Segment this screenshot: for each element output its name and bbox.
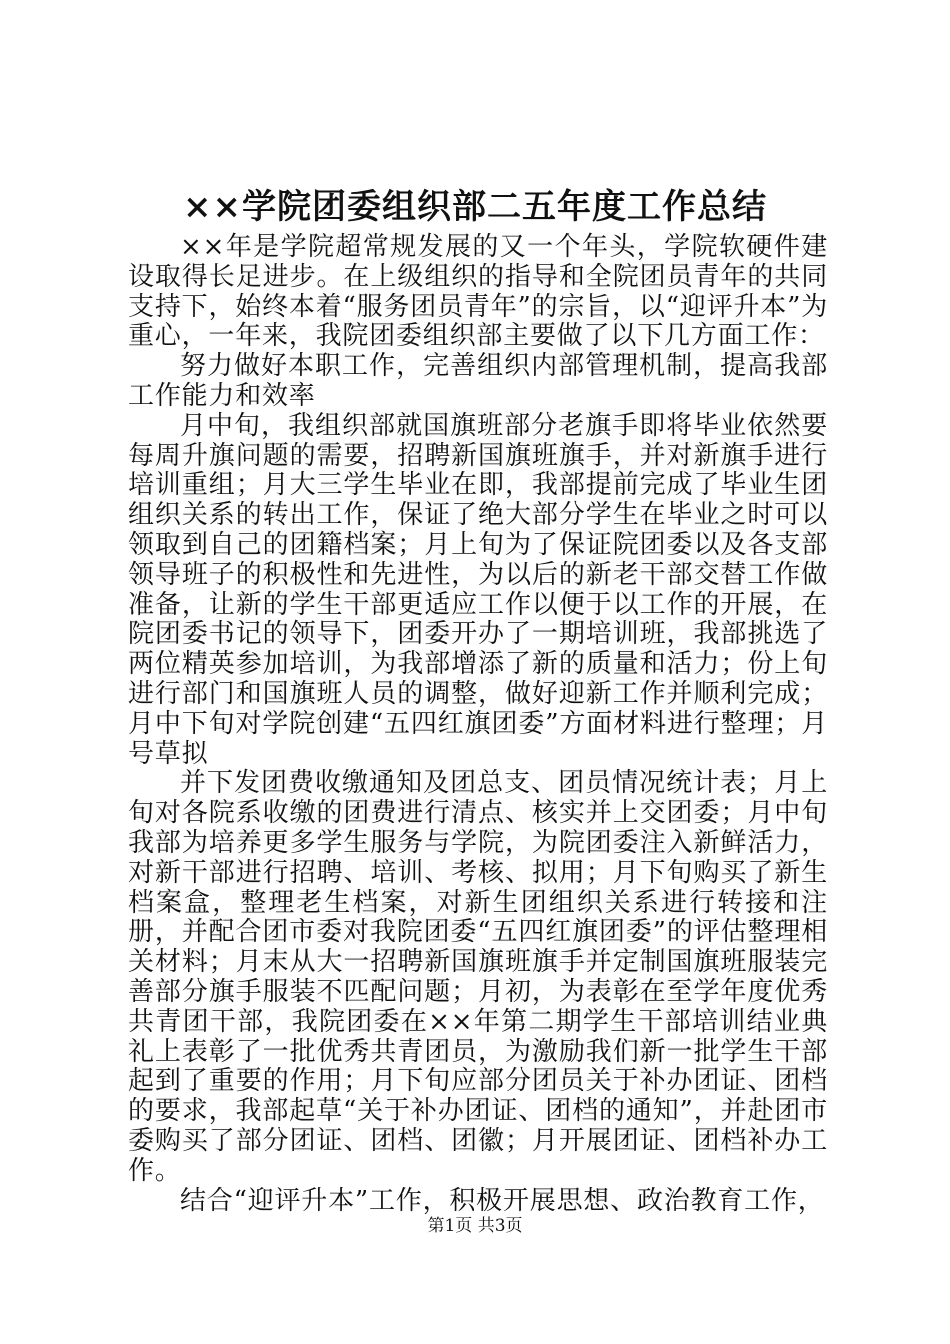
document-title: ××学院团委组织部二五年度工作总结 xyxy=(183,187,767,227)
document-body xyxy=(128,233,828,1216)
paragraph-work-2: 并下发团费收缴通知及团总支、团员情况统计表；月上旬对各院系收缴的团费进行清点、核实并上交团委；月中旬我部为培养更多学生服务与学院，为院团委注入新鲜活力，对新干部进行招聘、培训、考核、拟用；月下旬购买了新生档案盒，整理老生档案，对新生团组织关系进行转接和注册，并配合团市委对我院团委“五四红旗团委”的评估整理相关材料；月末从大一招聘新国旗班旗手并定制国旗班服装完善部分旗手服装不匹配问题；月初，为表彰在至学年度优秀共青团干部，我院团委在××年第二期学生干部培训结业典礼上表彰了一批优秀共青团员，为激励我们新一批学生干部起到了重要的作用；月下旬应部分团员关于补办团证、团档的要求，我部起草“关于补办团证、团档的通知”，并赴团市委购买了部分团证、团档、团徽；月开展团证、团档补办工作。 xyxy=(128,768,828,1186)
paragraph-heading-1: 努力做好本职工作，完善组织内部管理机制，提高我部工作能力和效率 xyxy=(128,351,828,411)
page-footer: 第1页 共3页 xyxy=(427,1216,523,1236)
paragraph-heading-2: 结合“迎评升本”工作，积极开展思想、政治教育工作， xyxy=(180,1185,825,1216)
paragraph-work-1: 月中旬，我组织部就国旗班部分老旗手即将毕业依然要每周升旗问题的需要，招聘新国旗班旗手，并对新旗手进行培训重组；月大三学生毕业在即，我部提前完成了毕业生团组织关系的转出工作，保证了绝大部分学生在毕业之时可以领取到自己的团籍档案；月上旬为了保证院团委以及各支部领导班子的积极性和先进性，为以后的新老干部交替工作做准备，让新的学生干部更适应工作以便于以工作的开展，在院团委书记的领导下，团委开办了一期培训班，我部挑选了两位精英参加培训，为我部增添了新的质量和活力；份上旬进行部门和国旗班人员的调整，做好迎新工作并顺利完成；月中下旬对学院创建“五四红旗团委”方面材料进行整理；月号草拟 xyxy=(128,410,828,769)
paragraph-intro: ××年是学院超常规发展的又一个年头，学院软硬件建设取得长足进步。在上级组织的指导和全院团员青年的共同支持下，始终本着“服务团员青年”的宗旨，以“迎评升本”为重心，一年来，我院团委组织部主要做了以下几方面工作： xyxy=(128,232,828,352)
